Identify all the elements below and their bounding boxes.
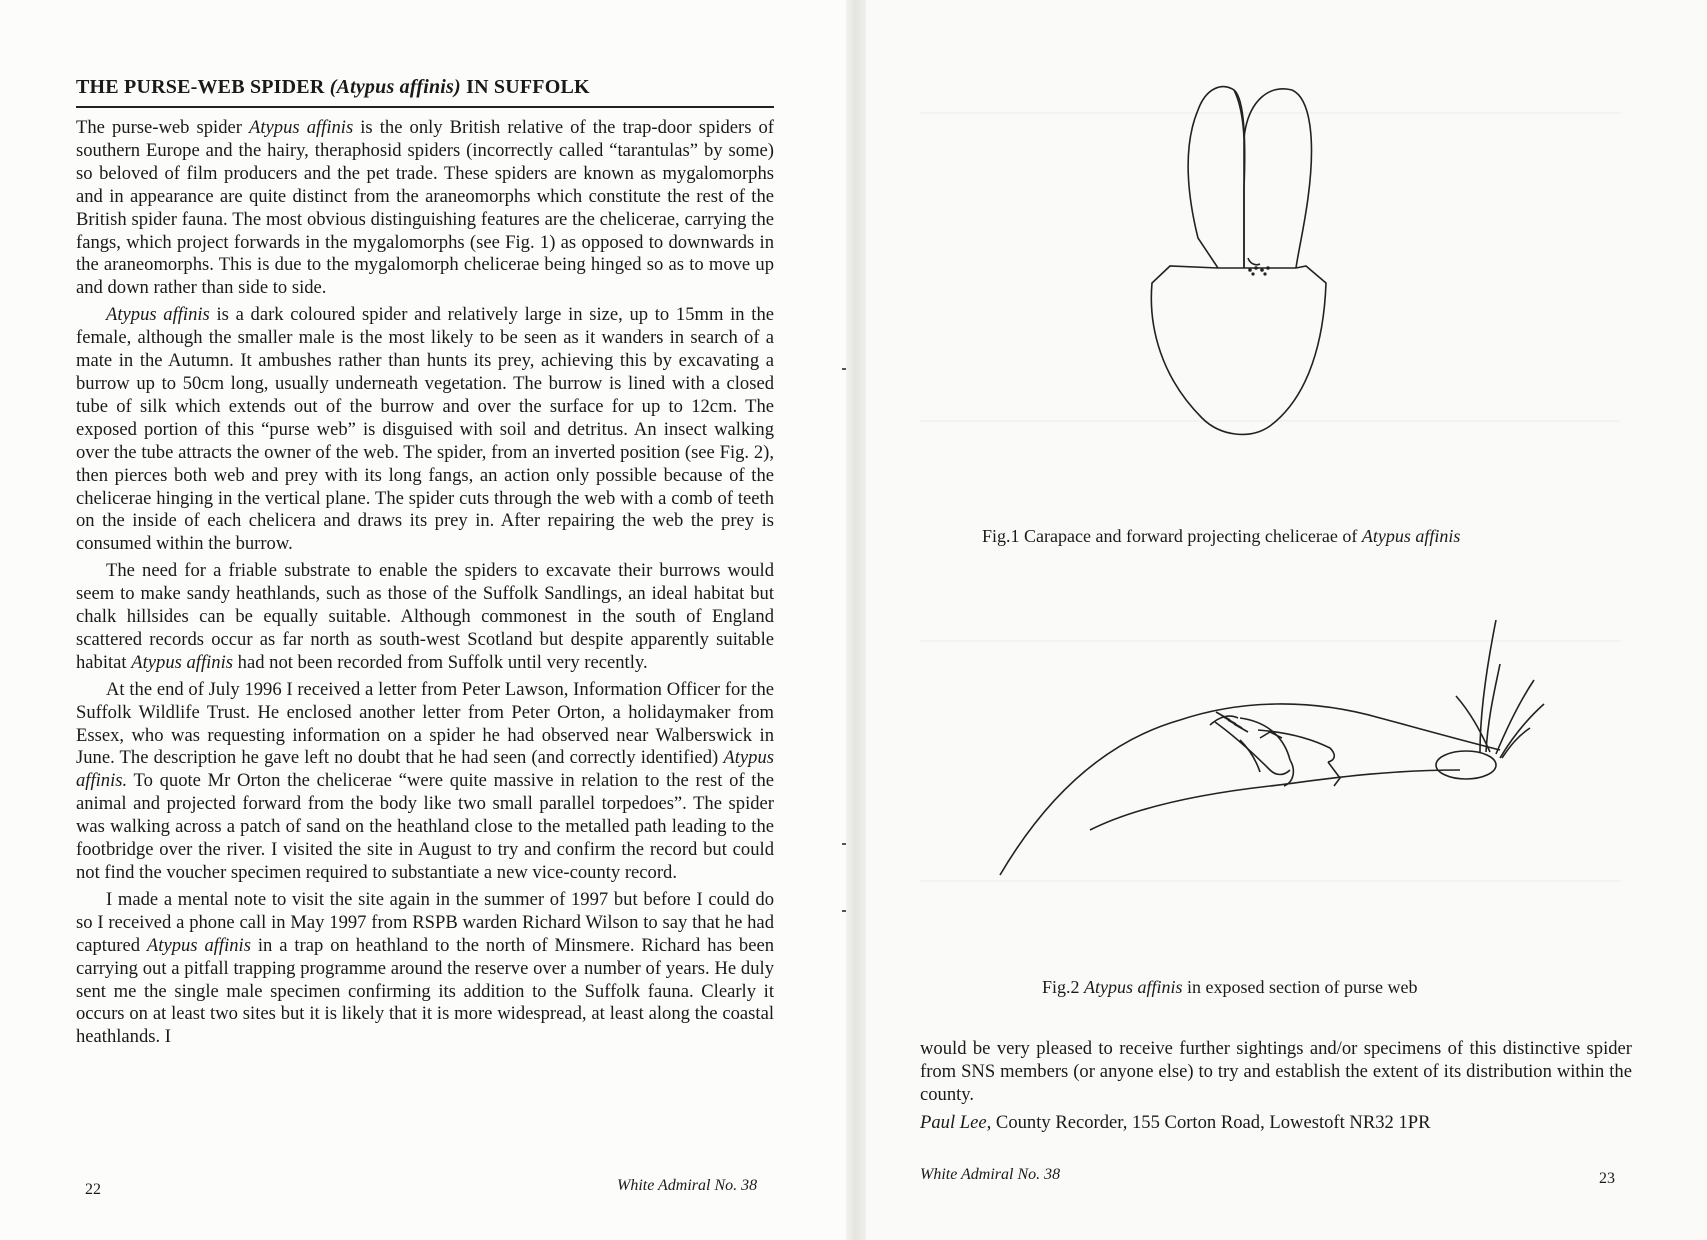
paragraph-text: is a dark coloured spider and relatively large in size, up to 15mm in the female, although the smaller male is the most likely to be seen as it wanders in search of a mate in the Autumn. It ambushes rather than hunts its prey, achieving this by excavating a burrow up to 50cm long, usually underneath vegetation. The burrow is lined with a closed tube of silk which extends out of the burrow and over the surface for up to 12cm. The exposed portion of this “purse web” is disguised with soil and detritus. An insect walking over the tube attracts the owner of the web. The spider, from an inverted position (see Fig. 2), then pierces both web and prey with its long fangs, an action only possible because of the chelicerae hinging in the vertical plane. The spider cuts through the web with a comb of teeth on the inside of each chelicera and draws its prey in. After repairing the web the prey is consumed within the burrow.	[76, 304, 775, 555]
species-name: Atypus affinis	[131, 651, 233, 673]
page-number-right: 23	[1599, 1170, 1615, 1187]
staple-mark	[842, 843, 846, 845]
book-gutter	[846, 0, 866, 1240]
paragraph-text: At the end of July 1996 I received a letter from Peter Lawson, Information Officer for the Suffolk Wildlife Trust. He enclosed another letter from Peter Orton, a holidaymaker from Essex, who was requesting information on a spider he had observed near Walberswick in June. The description he gave left no doubt that he had seen (and correctly identified)	[76, 678, 774, 769]
paragraph-text: in a trap on heathland to the north of Minsmere. Richard has been carrying out a pitfall trapping programme around the reserve over a number of years. He duly sent me the single male specimen confirming its addition to the Suffolk fauna. Clearly it occurs on at least two sites but it is likely that it is more widespread, at least along the coastal heathlands. I	[76, 934, 775, 1048]
staple-mark	[842, 368, 846, 370]
article-body	[76, 117, 774, 1053]
paragraph-text: I made a mental note to visit the site again in the summer of 1997 but before I could do so I received a phone call in May 1997 from RSPB warden Richard Wilson to say that he had captured	[76, 888, 774, 956]
fig1-caption: Fig.1 Carapace and forward projecting chelicerae of Atypus affinis	[982, 526, 1461, 546]
fig1-carapace-illustration	[1110, 78, 1360, 448]
paragraph-text: The purse-web spider	[76, 117, 250, 138]
paragraph-text: is the only British relative of the trap-door spiders of southern Europe and the hairy, theraphosid spiders (incorrectly called “tarantulas” by some) so beloved of film producers and the pet trade. These spiders are known as mygalomorphs and in appearance are quite distinct from the araneomorphs which constitute the rest of the British spider fauna. The most obvious distinguishing features are the chelicerae, carrying the fangs, which project forwards in the mygalomorphs (see Fig. 1) as opposed to downwards in the araneomorphs. This is due to the mygalomorph chelicerae being hinged so as to move up and down rather than side to side.	[76, 117, 774, 299]
fig2-purse-web-illustration	[940, 620, 1620, 900]
paragraph-text: To quote Mr Orton the chelicerae “were quite massive in relation to the rest of the animal and projected forward from the body like two small parallel torpedoes”. The spider was walking across a patch of sand on the heathland close to the metalled path leading to the footbridge over the river. I visited the site in August to try and confirm the record but could not find the voucher specimen required to substantiate a new vice-county record.	[76, 770, 774, 883]
page-number-left: 22	[85, 1181, 101, 1198]
article-paragraph	[76, 304, 774, 556]
paragraph-text: had not been recorded from Suffolk until very recently.	[233, 651, 648, 673]
running-title-right: White Admiral No. 38	[920, 1166, 1061, 1183]
article-paragraph	[76, 679, 774, 885]
paragraph-text: The need for a friable substrate to enable the spiders to excavate their burrows would seem to make sandy heathlands, such as those of the Suffolk Sandlings, an ideal habitat but chalk hillsides can be equally suitable. Although commonest in the south of England scattered records occur as far north as south-west Scotland but despite apparently suitable habitat	[76, 560, 774, 673]
species-name: Atypus affinis	[106, 304, 210, 326]
article-paragraph	[76, 889, 774, 1049]
staple-mark	[842, 910, 846, 912]
author-signature: Paul Lee, County Recorder, 155 Corton Road, Lowestoft NR32 1PR	[920, 1112, 1431, 1133]
article-title: THE PURSE-WEB SPIDER (Atypus affinis) IN SUFFOLK	[76, 76, 590, 98]
left-page	[0, 0, 846, 1240]
species-name: Atypus affinis	[146, 934, 251, 956]
species-name: Atypus affinis.	[76, 747, 774, 792]
title-underline	[76, 106, 774, 108]
article-paragraph	[76, 560, 774, 675]
species-name: Atypus affinis	[249, 117, 354, 138]
fig2-caption: Fig.2 Atypus affinis in exposed section of purse web	[1042, 977, 1418, 997]
continuation-paragraph: would be very pleased to receive further sightings and/or specimens of this distinctive spider from SNS members (or anyone else) to try and establish the extent of its distribution within the county.	[920, 1038, 1632, 1105]
running-title-left: White Admiral No. 38	[617, 1177, 758, 1194]
article-paragraph	[76, 117, 774, 300]
